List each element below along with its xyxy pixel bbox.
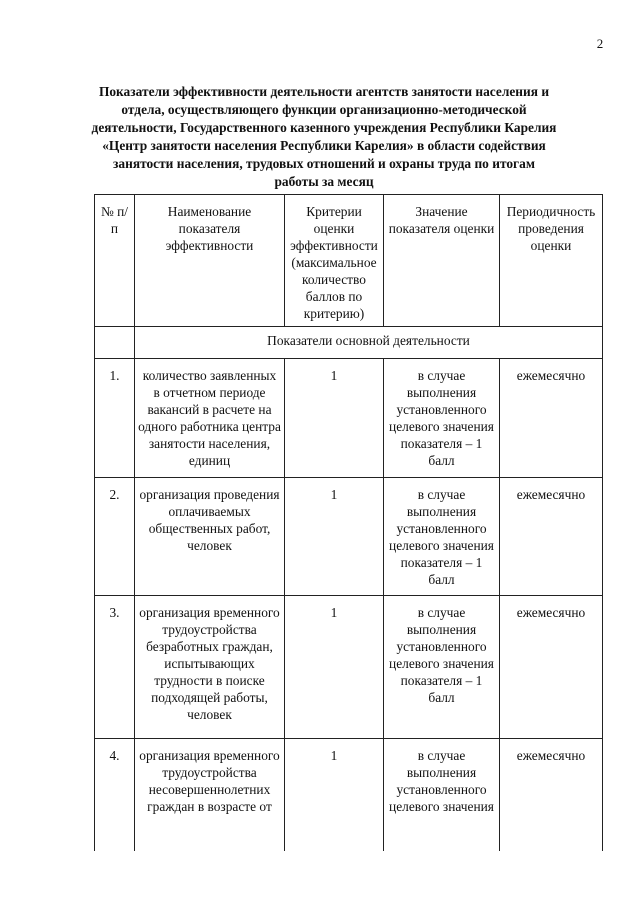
- header-indicator-name: Наименование показателя эффективности: [135, 195, 285, 327]
- row-indicator-name: организация временного трудоустройства безработных граждан, испытывающих трудности в поиске подходящей работы, человек: [135, 596, 285, 739]
- row-indicator-name: количество заявленных в отчетном периоде вакансий в расчете на одного работника центра занятости населения, единиц: [135, 359, 285, 478]
- row-value: в случае выполнения установленного целевого значения показателя – 1 балл: [384, 359, 500, 478]
- row-value: в случае выполнения установленного целевого значения: [384, 739, 500, 852]
- row-number: 3.: [95, 596, 135, 739]
- header-value: Значение показателя оценки: [384, 195, 500, 327]
- table-row: [95, 739, 603, 852]
- document-title: Показатели эффективности деятельности агентств занятости населения и отдела, осуществляющего функции организационно-методической деятельности, Государственного казенного учреждения Республики Карелия «Центр занятости населения Республики Карелия» в области содействия занятости населения, трудовых отношений и охраны труда по итогам работы за месяц: [91, 84, 557, 189]
- row-number: 4.: [95, 739, 135, 852]
- section-title: Показатели основной деятельности: [135, 327, 603, 359]
- table-row: [95, 359, 603, 478]
- section-row: [95, 327, 603, 359]
- table-row: [95, 596, 603, 739]
- row-number: 1.: [95, 359, 135, 478]
- row-criteria: 1: [285, 739, 384, 852]
- header-number: № п/п: [95, 195, 135, 327]
- page-number: 2: [596, 36, 604, 51]
- row-periodicity: ежемесячно: [500, 359, 603, 478]
- header-periodicity: Периодичность проведения оценки: [500, 195, 603, 327]
- row-number: 2.: [95, 478, 135, 596]
- row-criteria: 1: [285, 478, 384, 596]
- row-criteria: 1: [285, 596, 384, 739]
- indicators-table: [94, 194, 603, 851]
- row-indicator-name: организация проведения оплачиваемых общественных работ, человек: [135, 478, 285, 596]
- row-value: в случае выполнения установленного целевого значения показателя – 1 балл: [384, 478, 500, 596]
- row-periodicity: ежемесячно: [500, 478, 603, 596]
- table-row: [95, 478, 603, 596]
- table-header-row: [95, 195, 603, 327]
- header-criteria: Критерии оценки эффективности (максимальное количество баллов по критерию): [285, 195, 384, 327]
- row-periodicity: ежемесячно: [500, 739, 603, 852]
- row-indicator-name: организация временного трудоустройства несовершеннолетних граждан в возрасте от: [135, 739, 285, 852]
- row-periodicity: ежемесячно: [500, 596, 603, 739]
- row-criteria: 1: [285, 359, 384, 478]
- row-value: в случае выполнения установленного целевого значения показателя – 1 балл: [384, 596, 500, 739]
- section-empty-cell: [95, 327, 135, 359]
